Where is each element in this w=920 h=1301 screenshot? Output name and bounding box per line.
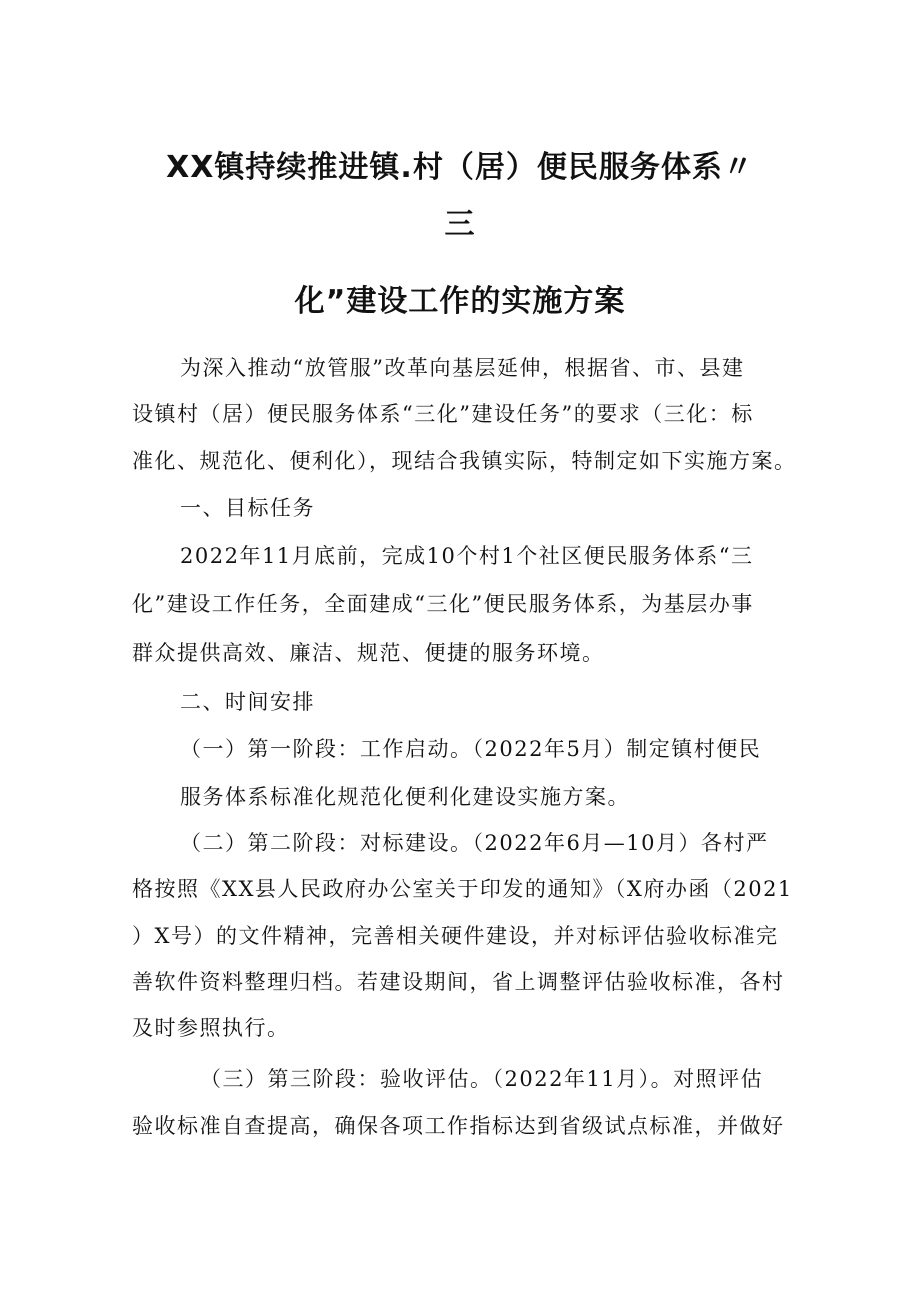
- section-heading-schedule: 二、时间安排: [180, 690, 315, 714]
- stage2-line: 格按照《XX县人民政府办公室关于印发的通知》（X府办函（2021: [132, 877, 793, 901]
- title-line-1: XX镇持续推进镇.村（居）便民服务体系〃: [166, 150, 754, 185]
- stage2-line: 及时参照执行。: [132, 1016, 290, 1040]
- title-line-2: 三: [444, 207, 476, 242]
- stage2-line: 善软件资料整理归档。若建设期间，省上调整评估验收标准，各村: [132, 970, 785, 994]
- stage1-line: 服务体系标准化规范化便利化建设实施方案。: [180, 785, 630, 809]
- stage2-line: ）X号）的文件精神，完善相关硬件建设，并对标评估验收标准完: [132, 924, 779, 948]
- section-heading-goals: 一、目标任务: [180, 496, 315, 520]
- stage1-line: （一）第一阶段：工作启动。（2022年5月）制定镇村便民: [180, 737, 762, 761]
- stage2-line: （二）第二阶段：对标建设。（2022年6月—10月）各村严: [180, 831, 769, 855]
- goal-line: 化”建设工作任务，全面建成“三化”便民服务体系，为基层办事: [132, 592, 754, 616]
- goal-line: 群众提供高效、廉洁、规范、便捷的服务环境。: [132, 641, 605, 665]
- intro-line: 准化、规范化、便利化），现结合我镇实际，特制定如下实施方案。: [132, 449, 797, 473]
- intro-line: 设镇村（居）便民服务体系“三化”建设任务”的要求（三化：标: [132, 402, 754, 426]
- title-line-3: 化”建设工作的实施方案: [294, 284, 626, 319]
- stage3-line: 验收标准自查提高，确保各项工作指标达到省级试点标准，并做好: [132, 1114, 785, 1138]
- goal-line: 2022年11月底前，完成10个村1个社区便民服务体系“三: [180, 544, 754, 568]
- stage3-line: （三）第三阶段：验收评估。（2022年11月）。对照评估: [200, 1067, 764, 1091]
- intro-line: 为深入推动“放管服”改革向基层延伸，根据省、市、县建: [180, 356, 745, 380]
